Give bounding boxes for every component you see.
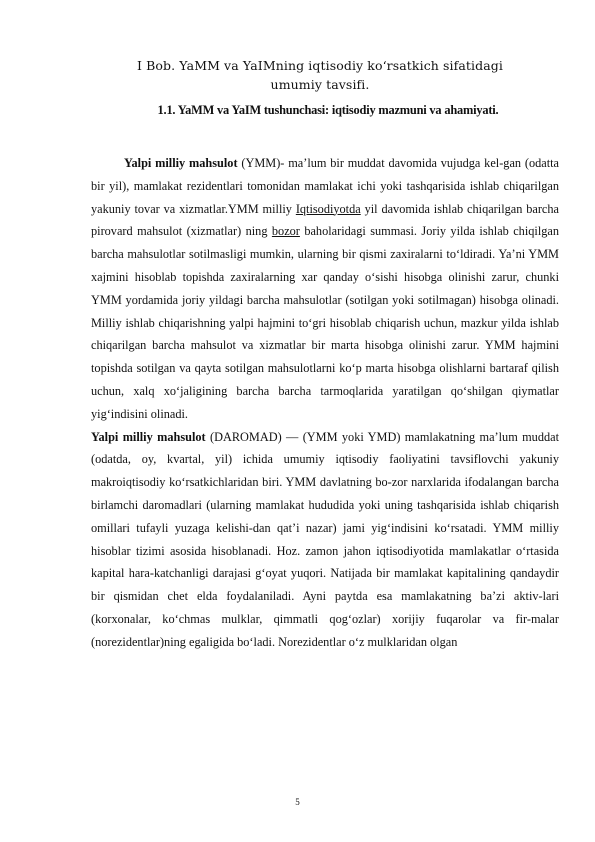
paragraph-1-text-b: yil davomida ishlab chiqarilgan barcha pirovard mahsulot (xizmatlar) ning: [91, 201, 559, 239]
paragraph-2-text: (DAROMAD) — (YMM yoki YMD) mamlakatning ma’lum muddat (odatda, oy, kvartal, yil) ichida umumiy iqtisodiy faoliyatini tavsiflovchi yakuniy makroiqtisodiy ko‘rsatkichlaridan biri. YMM davlatning bo-zor narxlarida ifodalangan barcha birlamchi daromadlari (ularning mamlakat hududida yoki uning tashqarisida ishlab chiqarish omillari tufayli yuzaga kelishi-dan qat’i nazar) jami yig‘indisini ko‘rsatadi. YMM milliy hisoblar tizimi asosida hisoblanadi. Hoz. zamon jahon iqtisodiyotida mamlakatlar o‘rtasida kapital hara-katchanligi darajasi g‘oyat yuqori. Natijada bir mamlakat kapitalining qandaydir bir qismidan chet elda foydalaniladi. Ayni paytda esa mamlakatning ba’zi aktiv-lari (korxonalar, ko‘chmas mulklar, qimmatli qog‘ozlar) xorijiy fuqarolar va fir-malar (norezidentlar)ning egaligida bo‘ladi. Norezidentlar o‘z mulklaridan olgan: [91, 429, 559, 649]
paragraph-1-text-c: baholaridagi summasi. Joriy yilda ishlab chiqilgan barcha mahsulotlar sotilmasligi mumkin, ularning bir qismi zaxiralarni to‘ldiradi. Ya’ni YMM xajmini hisoblab topishda zaxiralarning xar qanday o‘sishi hisobga olinishi zarur, chunki YMM yordamida joriy yildagi barcha mahsulotlar (sotilgan yoki sotilmagan) hisobga olinadi. Milliy ishlab chiqarishning yalpi hajmini to‘gri hisoblab chiqarish uchun, mazkur yilda ishlab chiqarilgan barcha mahsulot va xizmatlar bir marta hisobga olinishi zarur. YMM hajmini topishda sotilgan va qayta sotilgan mahsulotlarni ko‘p marta hisobga olishlarni bartaraf qilish uchun, xalq xo‘jaligining barcha barcha tarmoqlarida yaratilgan qo‘shilgan qiymatlar yig‘indisini olinadi.: [91, 224, 559, 421]
term-ymm: Yalpi milliy mahsulot: [124, 156, 238, 170]
link-iqtisodiyotda[interactable]: Iqtisodiyotda: [295, 201, 361, 216]
paragraph-1-text-a: (YMM)- ma’lum bir muddat davomida vujudga kel-gan (odatta bir yil), mamlakat rezidentlari tomonidan mamlakat ichi yoki tashqarisida ishlab chiqarilgan yakuniy tovar va xizmatlar.YMM milliy: [91, 156, 559, 216]
body-text: [91, 152, 559, 654]
term-ymm-daromad: Yalpi milliy mahsulot: [91, 429, 206, 444]
page-number: 5: [295, 797, 300, 807]
chapter-title: I Bob. YaMM va YaIMning iqtisodiy ko‘rsatkich sifatidagi umumiy tavsifi.: [136, 58, 503, 92]
link-bozor[interactable]: bozor: [271, 224, 300, 239]
paragraph-1: [91, 152, 559, 426]
section-subtitle: 1.1. YaMM va YaIM tushunchasi: iqtisodiy mazmuni va ahamiyati.: [157, 103, 499, 117]
paragraph-2: [91, 426, 559, 654]
